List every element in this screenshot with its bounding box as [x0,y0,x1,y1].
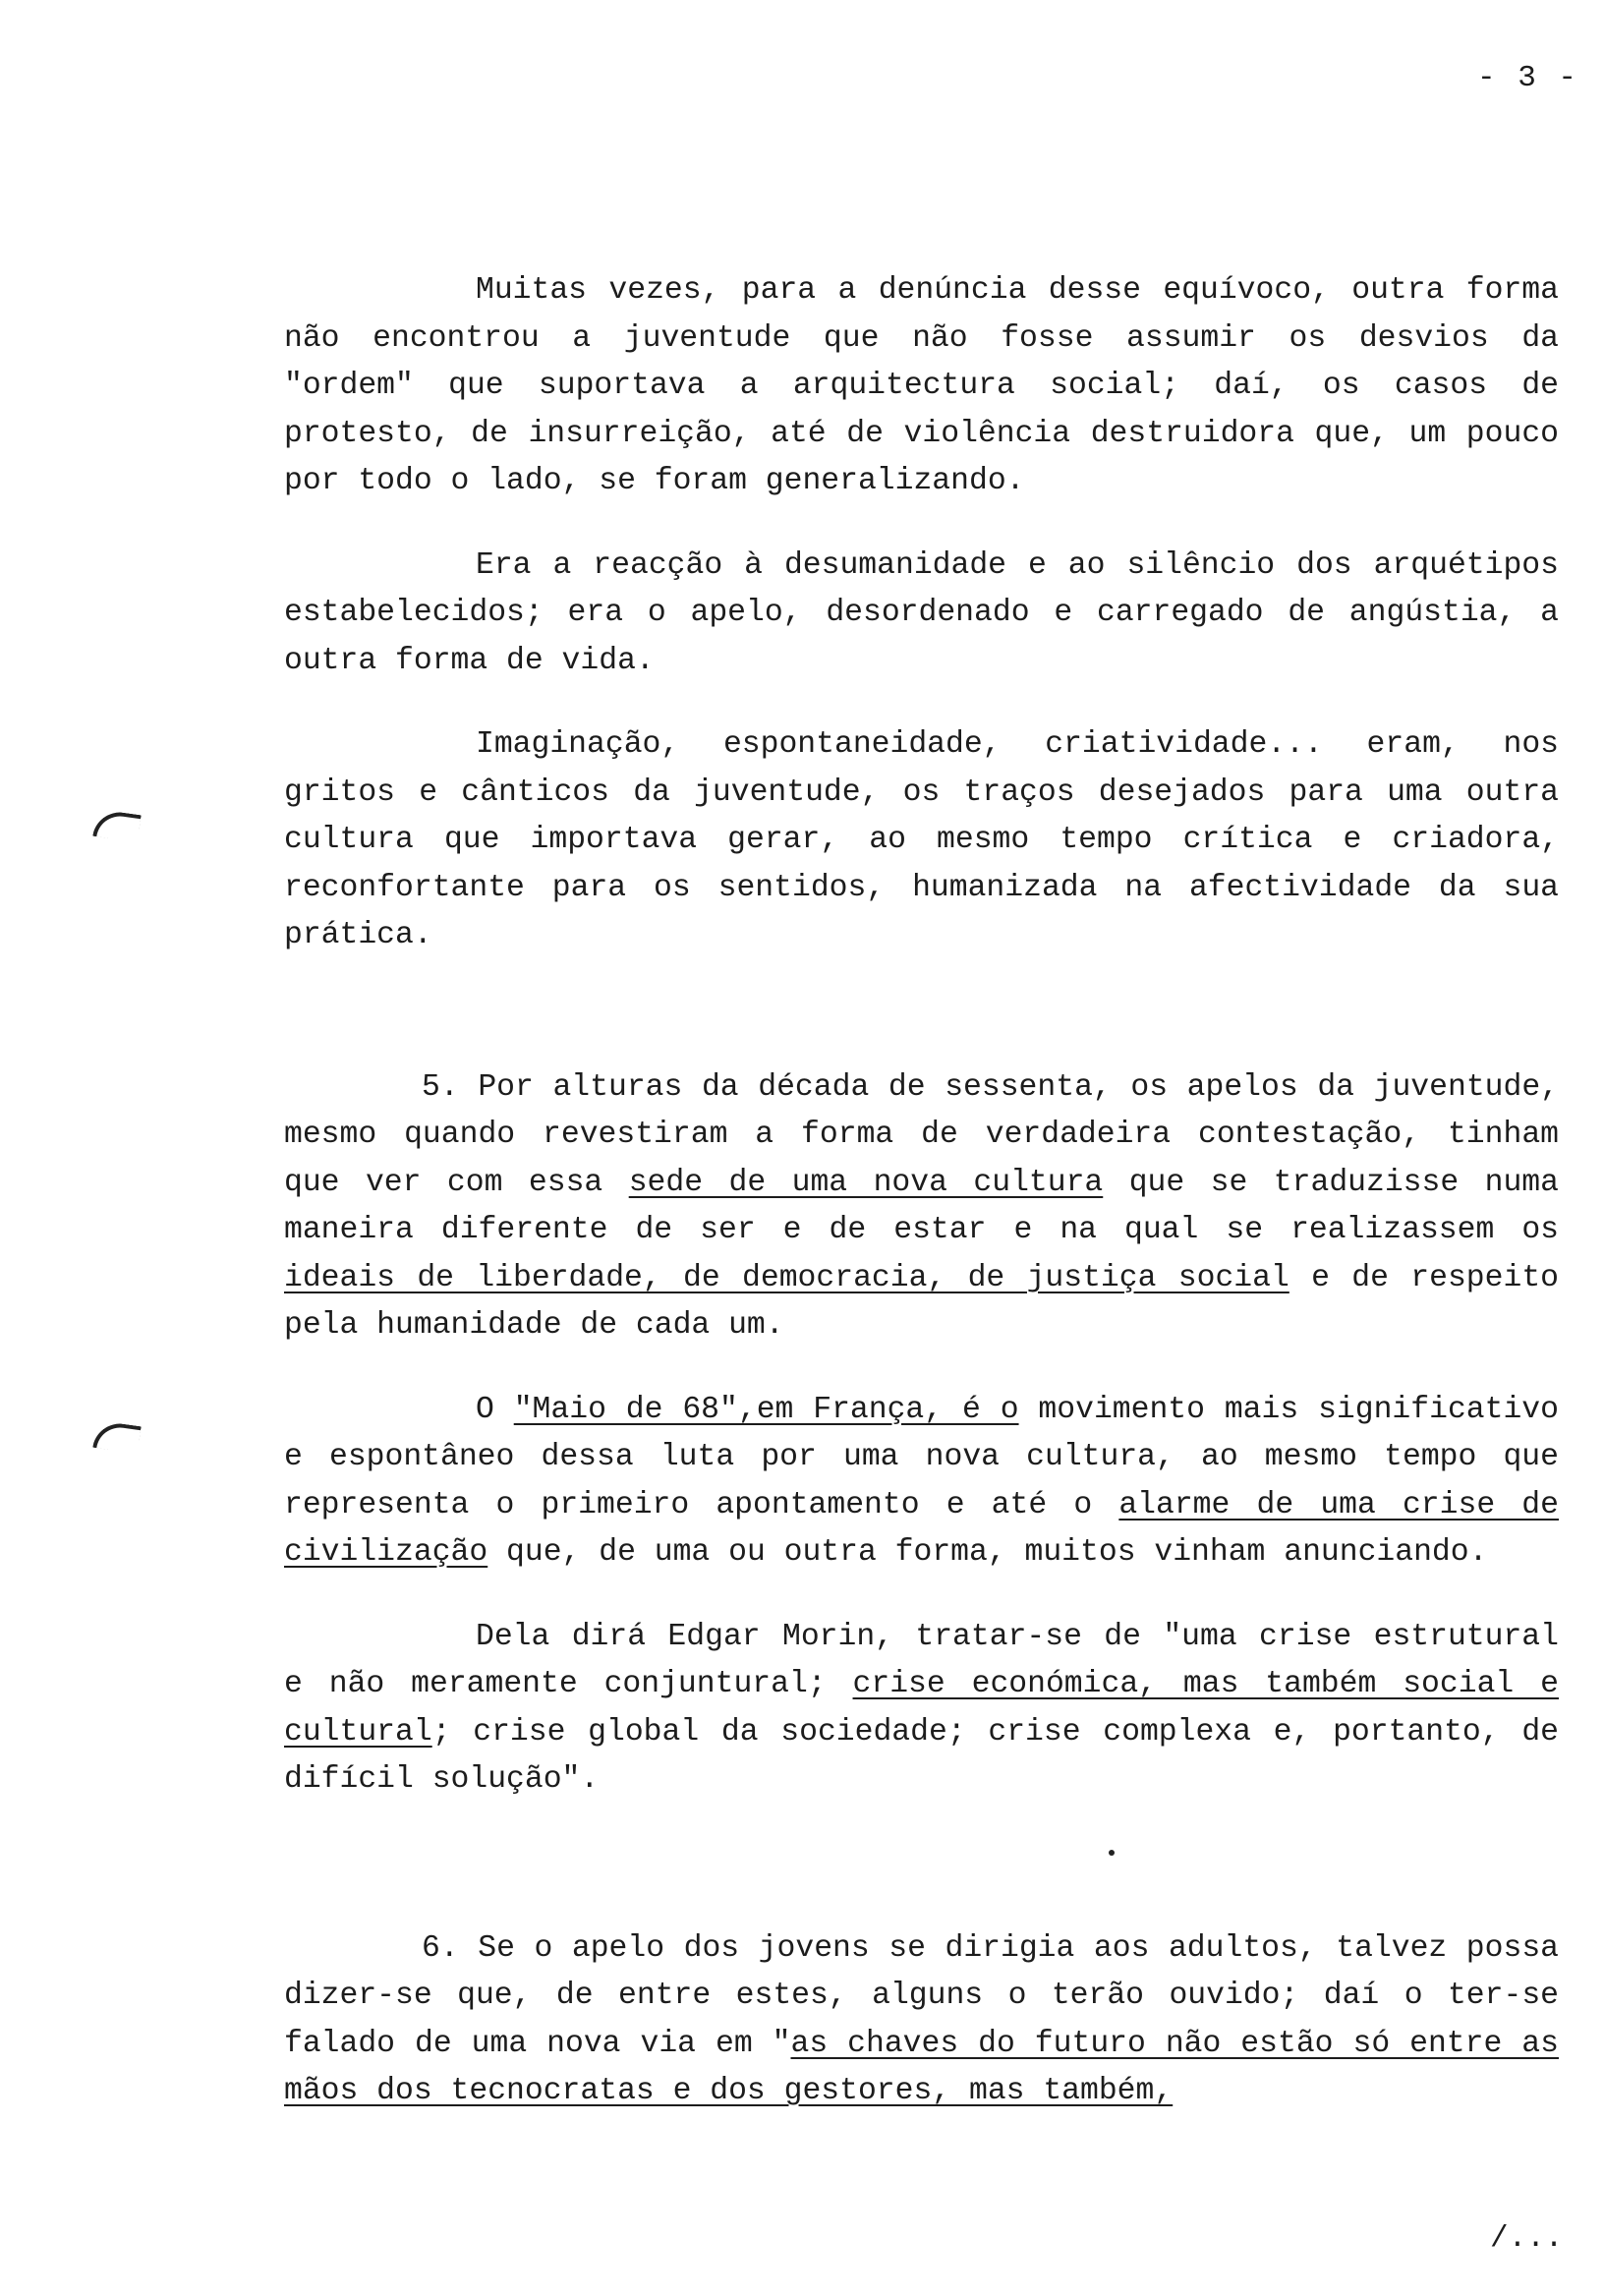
continuation-mark: /... [1490,2221,1564,2256]
page-number: - 3 - [1476,61,1578,95]
paragraph-1: Muitas vezes, para a denúncia desse equívoco, outra forma não encontrou a juventude que não fosse assumir os desvios da "ordem" que suportava a arquitectura social; daí, os casos de protesto, de insurreição, até de violência destruidora que, um pouco por todo o lado, se foram generalizando. [284,273,1559,498]
underlined-phrase: crise económica, mas também social e cultural [284,1667,1559,1750]
underlined-phrase: ideais de liberdade, de democracia, de justiça social [284,1260,1289,1295]
section-number: 6. [422,1930,459,1966]
paragraph-maio-68: O "Maio de 68",em França, é o movimento mais significativo e espontâneo dessa luta por uma nova cultura, ao mesmo tempo que representa o primeiro apontamento e até o alarme de uma crise de civilização que, de uma ou outra forma, muitos vinham anunciando. [284,1392,1559,1570]
paragraph-edgar-morin: Dela dirá Edgar Morin, tratar-se de "uma crise estrutural e não meramente conjuntural; crise económica, mas também social e cultural; crise global da sociedade; crise complexa e, portanto, de difícil solução". [284,1619,1559,1797]
paragraph-2: Era a reacção à desumanidade e ao silêncio dos arquétipos estabelecidos; era o apelo, desordenado e carregado de angústia, a outra forma de vida. [284,547,1559,678]
paragraph-section-5: 5. Por alturas da década de sessenta, os apelos da juventude, mesmo quando revestiram a forma de verdadeira contestação, tinham que ver com essa sede de uma nova cultura que se traduzisse numa maneira diferente de ser e de estar e na qual se realizassem os ideais de liberdade, de democracia, de justiça social e de respeito pela humanidade de cada um. [284,1069,1560,1343]
section-number: 5. [422,1069,459,1105]
underlined-phrase: as chaves do futuro não estão só entre as mãos dos tecnocratas e dos gestores, mas também, [284,2026,1559,2108]
underlined-phrase: alarme de uma crise de civilização [284,1487,1559,1570]
margin-mark [92,809,141,842]
underlined-phrase: "Maio de 68",em França, é o [513,1392,1019,1427]
underlined-phrase: sede de uma nova cultura [628,1165,1104,1200]
margin-mark [92,1420,141,1454]
paragraph-section-6: 6. Se o apelo dos jovens se dirigia aos adultos, talvez possa dizer-se que, de entre estes, alguns o terão ouvido; daí o ter-se falado de uma nova via em "as chaves do futuro não estão só entre as mãos dos tecnocratas e dos gestores, mas também, [284,1930,1559,2108]
document-body [284,267,1559,2152]
paragraph-3: Imaginação, espontaneidade, criatividade... eram, nos gritos e cânticos da juventude, os traços desejados para uma outra cultura que importava gerar, ao mesmo tempo crítica e criadora, reconfortante para os sentidos, humanizada na afectividade da sua prática. [284,727,1559,952]
